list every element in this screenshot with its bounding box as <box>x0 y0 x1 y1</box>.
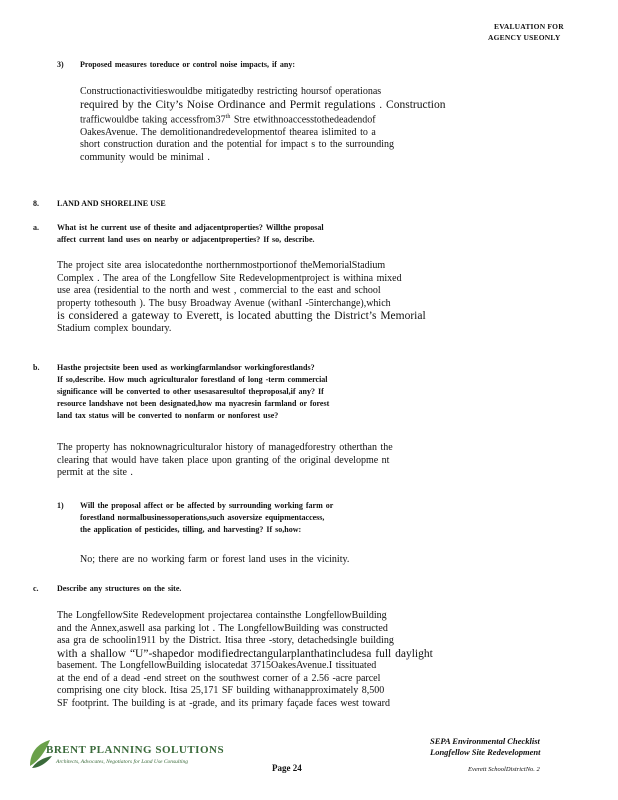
noise-answer: Constructionactivitieswouldbe mitigatedby restricting hoursof operationas required by the City’s Noise Ordinance and Permit regulations . Construction trafficwouldbe taking accessfrom37th Stre etwithnoaccesstothedeadendof OakesAvenue. The demolitionandredevelopmentof thearea islimited to a short construction duration and the potential for impact s to the surrounding community would be minimal . <box>80 86 446 163</box>
answer-b: The property has noknownagriculturalor history of managedforestry otherthan the clearing that would have taken place upon granting of the original developme nt permit at the site . <box>57 442 393 478</box>
page-number: Page 24 <box>272 763 302 773</box>
footer-district: Everett SchoolDistrictNo. 2 <box>468 766 540 773</box>
sub-question: Will the proposal affect or be affected by surrounding working farm or forestland normalbusinessoperations,such asoversize equipmentaccess, the application of pesticides, tilling, and harvesting? If so,how: <box>80 501 334 534</box>
sub-question-label: 1) <box>57 501 64 510</box>
question-b-label: b. <box>33 363 40 372</box>
logo-name: BRENT PLANNING SOLUTIONS <box>46 744 225 756</box>
section-title: LAND AND SHORELINE USE <box>57 199 166 208</box>
question-c-label: c. <box>33 584 39 593</box>
question-a: What ist he current use of thesite and adjacentproperties? Willthe proposal affect current land uses on nearby or adjacentproperties? If so, describe. <box>57 223 324 244</box>
footer-doc-info: SEPA Environmental Checklist Longfellow Site Redevelopment <box>430 736 541 757</box>
noise-question-number: 3) <box>57 60 64 69</box>
question-a-label: a. <box>33 223 39 232</box>
noise-question: Proposed measures toreduce or control noise impacts, if any: <box>80 60 296 69</box>
logo-tagline: Architects, Advocates, Negotiators for Land Use Consulting <box>56 759 188 765</box>
answer-c: The LongfellowSite Redevelopment projectarea containsthe LongfellowBuilding and the Annex,aswell asa parking lot . The LongfellowBuilding was constructed asa gra de schoolin1911 by the District. Itisa three -story, detachedsingle building with a shallow “U”-shapedor modifiedrectangularplanthatincludesa full daylight basement. The LongfellowBuilding islocatedat 3715OakesAvenue.I tissituated at the end of a dead -end street on the southwest corner of a 2.56 -acre parcel comprising one city block. Itisa 25,171 SF building withanapproximately 8,500 SF footprint. The building is at -grade, and its primary façade faces west toward <box>57 610 433 709</box>
sub-answer: No; there are no working farm or forest land uses in the vicinity. <box>80 554 350 565</box>
answer-a: The project site area islocatedonthe northernmostportionof theMemorialStadium Complex . The area of the Longfellow Site Redevelopmentproject is withina mixed use area (residential to the north and west , commercial to the east and school property tothesouth ). The busy Broadway Avenue (withanI -5interchange),which is considered a gateway to Everett, is located abutting the District’s Memorial Stadium complex boundary. <box>57 260 426 334</box>
section-number: 8. <box>33 199 39 208</box>
question-c: Describe any structures on the site. <box>57 584 182 593</box>
question-b: Hasthe projectsite been used as workingfarmlandsor workingforestlands? If so,describe. How much agriculturalor forestland of long -term commercial significance will be converted to other usesasaresultof theproposal,if any? If resource landshave not been designated,how ma nyacresin farmland or forest land tax status will be converted to nonfarm or nonforest use? <box>57 363 330 420</box>
agency-use-label: AGENCY USEONLY <box>488 33 561 42</box>
evaluation-label: EVALUATION FOR <box>494 22 564 31</box>
company-logo <box>26 736 225 776</box>
